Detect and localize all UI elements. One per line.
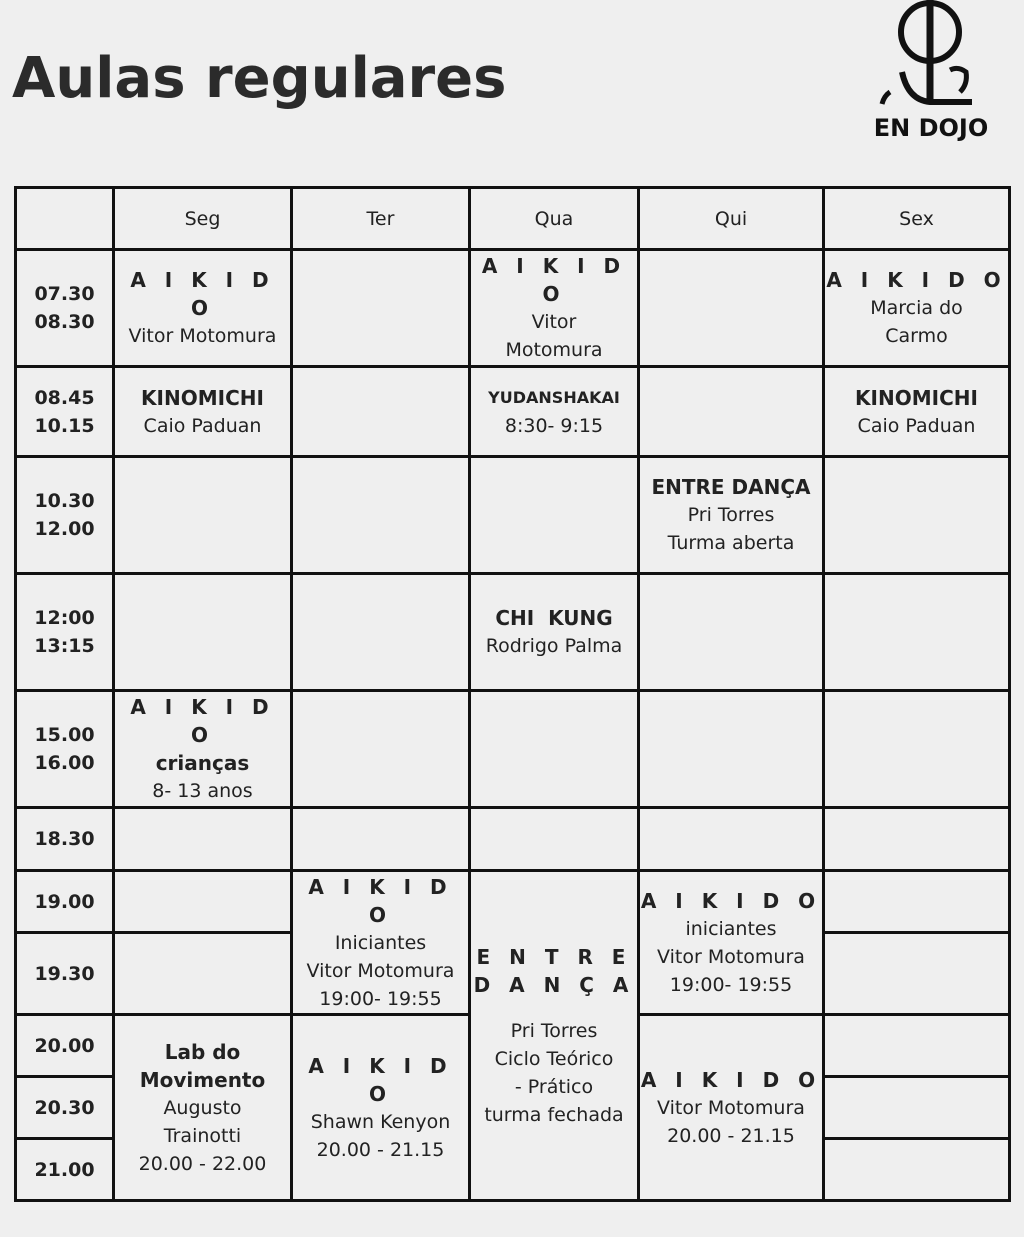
empty-cell [292, 457, 470, 574]
time-cell: 07.30 08.30 [16, 250, 114, 367]
day-header-sex: Sex [824, 188, 1010, 250]
class-cell: KINOMICHI Caio Paduan [824, 367, 1010, 457]
empty-cell [824, 574, 1010, 691]
table-row [16, 250, 1010, 367]
empty-cell [114, 574, 292, 691]
empty-cell [114, 871, 292, 933]
time-cell: 19.00 [16, 871, 114, 933]
class-cell: A I K I D O crianças 8- 13 anos [114, 691, 292, 808]
empty-cell [824, 871, 1010, 933]
table-row [16, 574, 1010, 691]
table-row [16, 457, 1010, 574]
time-cell: 08.45 10.15 [16, 367, 114, 457]
empty-cell [639, 691, 824, 808]
time-cell: 10.30 12.00 [16, 457, 114, 574]
class-cell: YUDANSHAKAI 8:30- 9:15 [470, 367, 639, 457]
empty-cell [639, 250, 824, 367]
empty-cell [292, 808, 470, 871]
day-header-qui: Qui [639, 188, 824, 250]
class-cell: Lab do Movimento Augusto Trainotti 20.00 - 22.00 [114, 1015, 292, 1201]
class-cell: ENTRE DANÇA Pri Torres Turma aberta [639, 457, 824, 574]
class-cell: A I K I D O Iniciantes Vitor Motomura 19:00- 19:55 [292, 871, 470, 1015]
schedule-table [14, 186, 1011, 1202]
table-row [16, 691, 1010, 808]
empty-cell [470, 808, 639, 871]
empty-cell [824, 1139, 1010, 1201]
page-title: Aulas regulares [12, 46, 507, 111]
class-cell: E N T R E D A N Ç A Pri Torres Ciclo Teórico - Prático turma fechada [470, 871, 639, 1201]
empty-cell [639, 367, 824, 457]
day-header-qua: Qua [470, 188, 639, 250]
table-row [16, 808, 1010, 871]
class-cell: CHI KUNG Rodrigo Palma [470, 574, 639, 691]
empty-cell [292, 367, 470, 457]
class-cell: A I K I D O iniciantes Vitor Motomura 19:00- 19:55 [639, 871, 824, 1015]
empty-cell [824, 691, 1010, 808]
time-cell: 15.00 16.00 [16, 691, 114, 808]
table-row [16, 367, 1010, 457]
header-corner [16, 188, 114, 250]
time-cell: 20.00 [16, 1015, 114, 1077]
class-cell: A I K I D O Vitor Motomura [114, 250, 292, 367]
class-cell: A I K I D O Vitor Motomura [470, 250, 639, 367]
empty-cell [470, 691, 639, 808]
time-cell: 20.30 [16, 1077, 114, 1139]
empty-cell [639, 808, 824, 871]
empty-cell [824, 457, 1010, 574]
time-cell: 19.30 [16, 933, 114, 1015]
empty-cell [824, 808, 1010, 871]
logo [868, 0, 994, 145]
header-row [16, 188, 1010, 250]
logo-text: EN DOJO [873, 114, 989, 142]
empty-cell [292, 574, 470, 691]
empty-cell [114, 808, 292, 871]
empty-cell [292, 250, 470, 367]
time-cell: 18.30 [16, 808, 114, 871]
table-row [16, 871, 1010, 933]
empty-cell [114, 933, 292, 1015]
time-cell: 12:00 13:15 [16, 574, 114, 691]
empty-cell [639, 574, 824, 691]
empty-cell [824, 933, 1010, 1015]
time-cell: 21.00 [16, 1139, 114, 1201]
day-header-ter: Ter [292, 188, 470, 250]
en-dojo-logo-icon [868, 0, 994, 112]
empty-cell [114, 457, 292, 574]
class-cell: A I K I D O Shawn Kenyon 20.00 - 21.15 [292, 1015, 470, 1201]
empty-cell [824, 1077, 1010, 1139]
class-cell: A I K I D O Vitor Motomura 20.00 - 21.15 [639, 1015, 824, 1201]
empty-cell [824, 1015, 1010, 1077]
class-cell: A I K I D O Marcia do Carmo [824, 250, 1010, 367]
day-header-seg: Seg [114, 188, 292, 250]
empty-cell [470, 457, 639, 574]
class-cell: KINOMICHI Caio Paduan [114, 367, 292, 457]
empty-cell [292, 691, 470, 808]
